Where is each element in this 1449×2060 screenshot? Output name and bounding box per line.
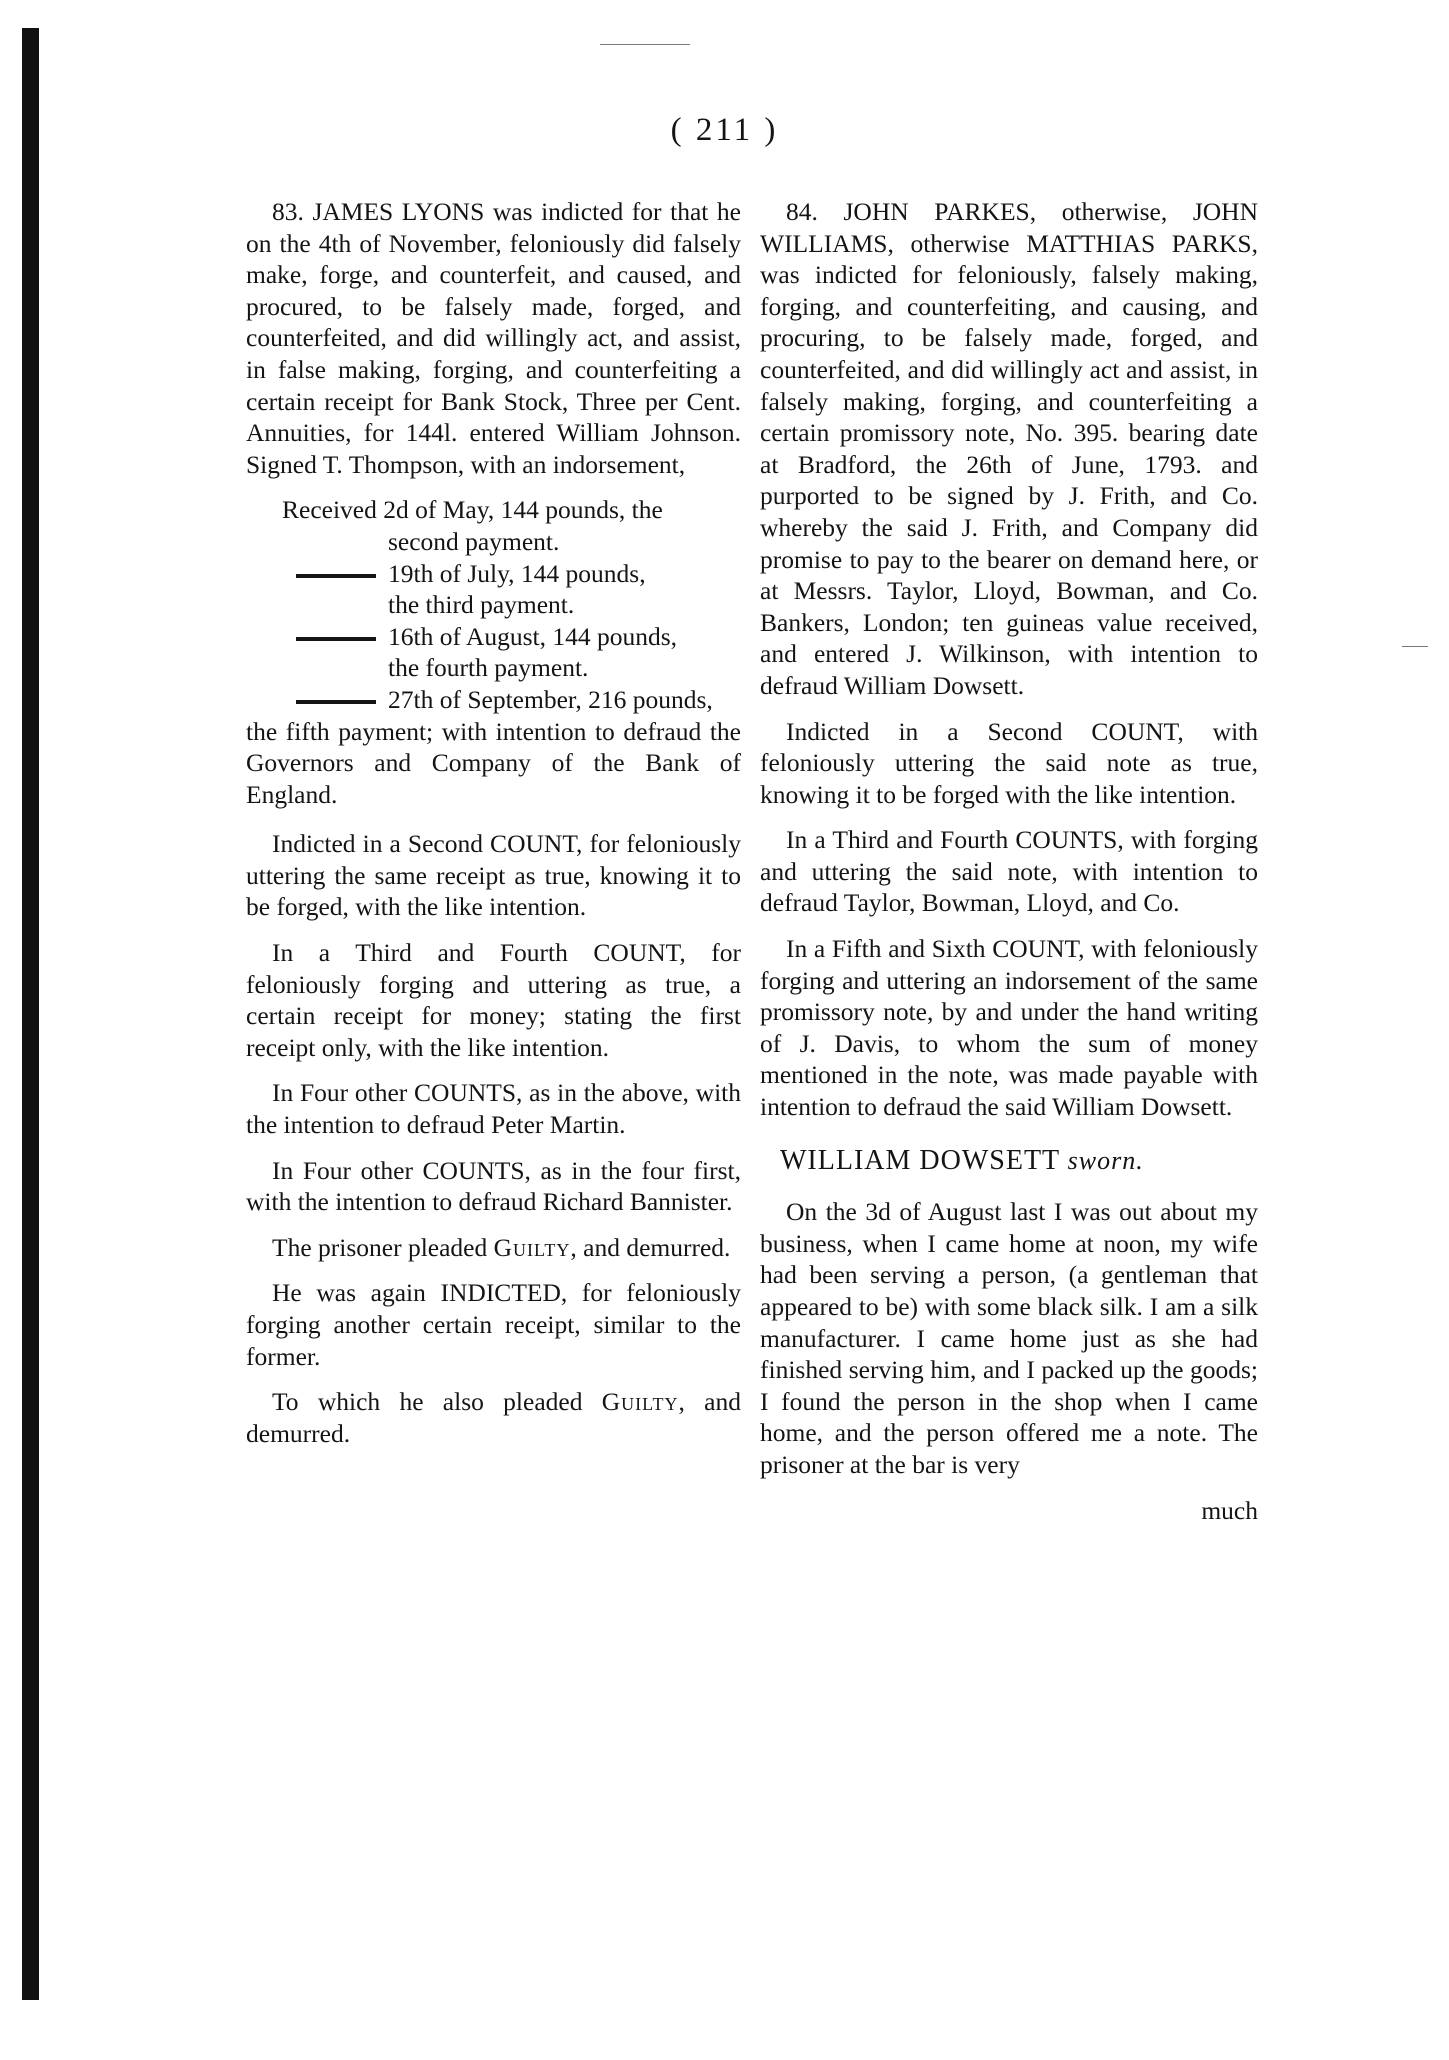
plea-guilty-again: To which he also pleaded Guilty, and demurred. (246, 1387, 741, 1448)
receipt-entry-4-detail: the fifth payment; with intention to defraud the Governors and Company of the Bank of England. (246, 716, 741, 809)
witness-heading: WILLIAM DOWSETT sworn. (780, 1144, 1144, 1176)
receipt-entry-2: 19th of July, 144 pounds, (246, 558, 741, 590)
second-count: Indicted in a Second COUNT, with feloniously uttering the said note as true, knowing it to be forged with the like intention. (760, 716, 1258, 809)
case-84-indictment: 84. JOHN PARKES, otherwise, JOHN WILLIAMS, otherwise MATTHIAS PARKS, was indicted for feloniously, falsely making, forging, and counterfeiting, and causing, and procuring, to be falsely made, forged, and counterfeited, and did willingly act and assist, in falsely making, forging, and counterfeiting a certain promissory note, No. 395. bearing date at Bradford, the 26th of June, 1793. and purported to be signed by J. Frith, and Co. whereby the said J. Frith, and Company did promise to pay to the bearer on demand here, or at Messrs. Taylor, Lloyd, Bowman, and Co. Bankers, London; ten guineas value received, and entered J. Wilkinson, with intention to defraud William Dowsett. (760, 197, 1258, 700)
third-fourth-count: In a Third and Fourth COUNT, for feloniously forging and uttering as true, a certain receipt for money; stating the first receipt only, with the like intention. (246, 938, 741, 1062)
scan-speck (1402, 646, 1428, 647)
catchword: much (1201, 1495, 1258, 1525)
receipt-entry-3-detail: the fourth payment. (388, 653, 589, 683)
receipt-list (246, 494, 741, 810)
third-fourth-counts: In a Third and Fourth COUNTS, with forging and uttering the said note, with intention to defraud Taylor, Bowman, Lloyd, and Co. (760, 825, 1258, 918)
ditto-dash (296, 574, 376, 578)
receipt-entry-4: 27th of September, 216 pounds, (246, 684, 741, 716)
four-other-counts-bannister: In Four other COUNTS, as in the four first, with the intention to defraud Richard Bannister. (246, 1155, 741, 1217)
binding-edge (22, 28, 39, 2000)
ditto-dash (296, 700, 376, 704)
plea-guilty: The prisoner pleaded Guilty, and demurred. (272, 1232, 731, 1262)
case-83-indictment: 83. JAMES LYONS was indicted for that he on the 4th of November, feloniously did falsely make, forge, and counterfeit, and caused, and procured, to be falsely made, forged, and counterfeited, and did willingly act, and assist, in false making, forging, and counterfeiting a certain receipt for Bank Stock, Three per Cent. Annuities, for 144l. entered William Johnson. Signed T. Thompson, with an indorsement, (246, 197, 741, 479)
receipt-entry-1: Received 2d of May, 144 pounds, the (282, 495, 663, 525)
again-indicted: He was again INDICTED, for feloniously forging another certain receipt, similar to the former. (246, 1278, 741, 1371)
witness-testimony: On the 3d of August last I was out about my business, when I came home at noon, my wife had been serving a person, (a gentleman that appeared to be) with some black silk. I am a silk manufacturer. I came home just as she had finished serving him, and I packed up the goods; I found the person in the shop when I came home, and the person offered me a note. The prisoner at the bar is very (760, 1197, 1258, 1479)
receipt-entry-2-detail: the third payment. (388, 590, 575, 620)
scan-speck (600, 44, 690, 45)
four-other-counts-martin: In Four other COUNTS, as in the above, with the intention to defraud Peter Martin. (246, 1078, 741, 1140)
second-count: Indicted in a Second COUNT, for feloniously uttering the same receipt as true, knowing it to be forged, with the like intention. (246, 829, 741, 922)
fifth-sixth-count: In a Fifth and Sixth COUNT, with feloniously forging and uttering an indorsement of the same promissory note, by and under the hand writing of J. Davis, to whom the sum of money mentioned in the note, was made payable with intention to defraud the said William Dowsett. (760, 934, 1258, 1122)
left-column (246, 196, 741, 1463)
receipt-entry-3: 16th of August, 144 pounds, (246, 621, 741, 653)
right-column (760, 196, 1258, 1526)
ditto-dash (296, 637, 376, 641)
receipt-entry-1-detail: second payment. (388, 526, 560, 556)
page-number: ( 211 ) (670, 112, 779, 148)
